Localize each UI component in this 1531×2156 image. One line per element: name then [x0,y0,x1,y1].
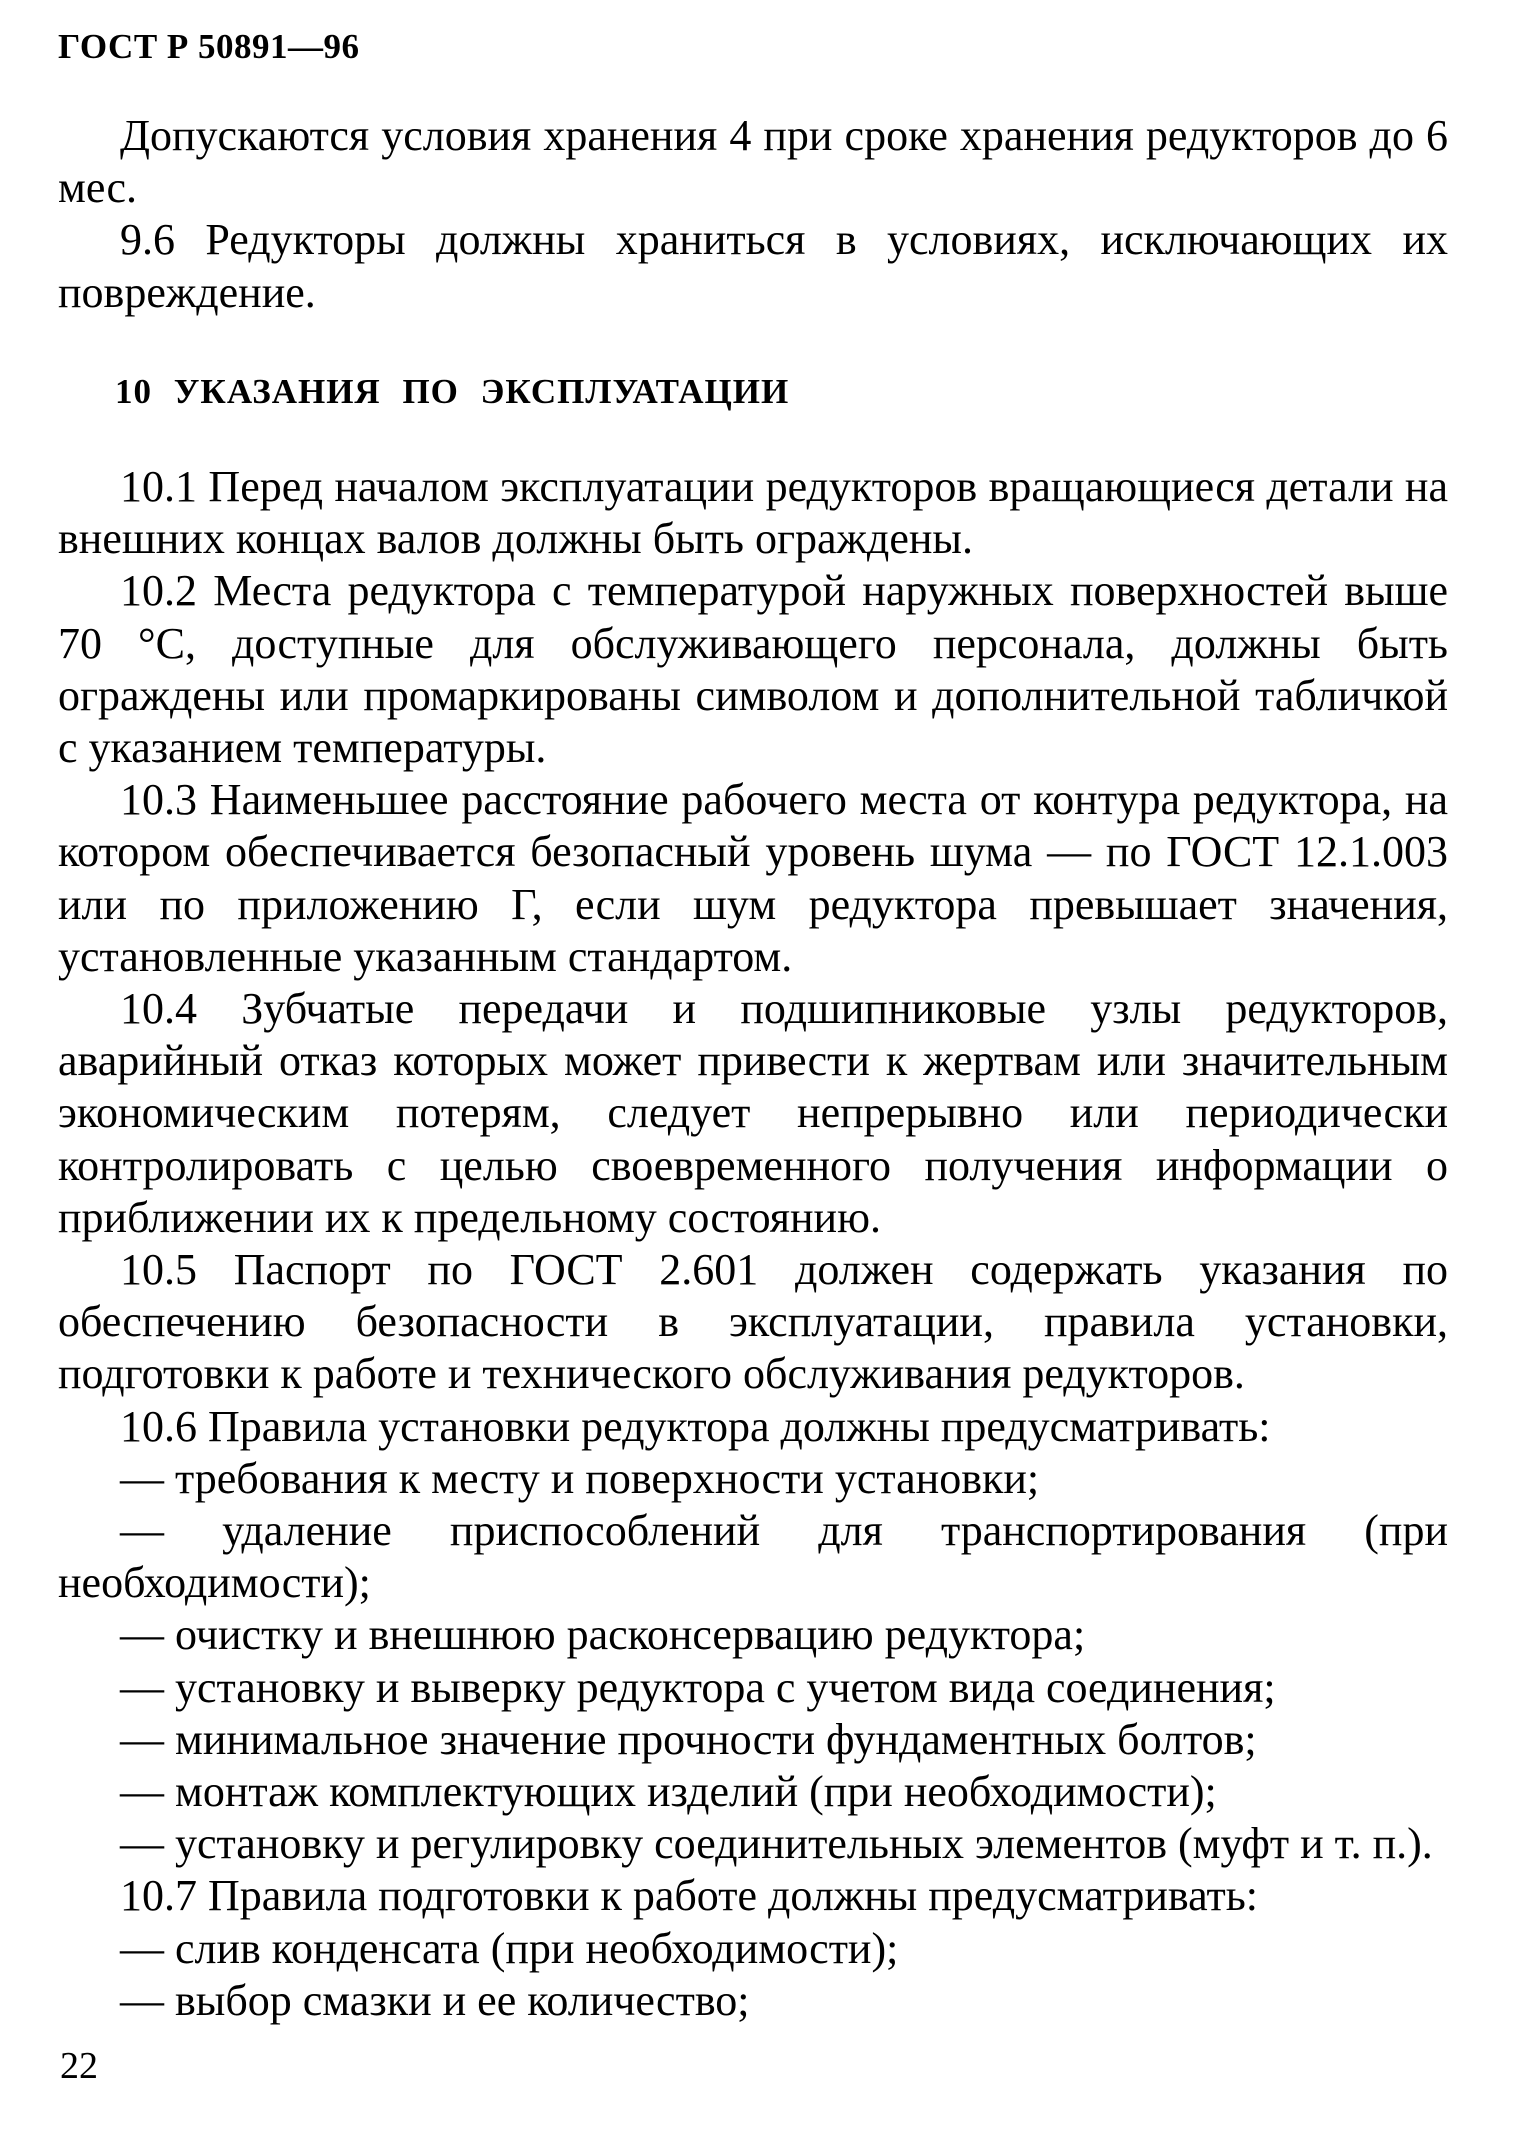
paragraph-9-6: 9.6 Редукторы должны храниться в условиях, исключающих их повреждение. [58,215,1448,317]
list-item-10-6: — минимальное значение прочности фундаментных болтов; [120,1714,1257,1764]
page-number: 22 [60,2045,98,2087]
paragraph-10-6: 10.6 Правила установки редуктора должны предусматривать: [120,1401,1271,1451]
paragraph-10-5: 10.5 Паспорт по ГОСТ 2.601 должен содержать указания по обеспечению безопасности в эксплуатации, правила установки, подготовки к работе и технического обслуживания редукторов. [58,1245,1448,1399]
list-item-10-6: — установку и выверку редуктора с учетом вида соединения; [120,1662,1276,1712]
list-item-10-7: — выбор смазки и ее количество; [120,1975,750,2025]
list-item-10-6: — очистку и внешнюю расконсервацию редуктора; [120,1610,1086,1660]
paragraph-10-3: 10.3 Наименьшее расстояние рабочего места от контура редуктора, на котором обеспечивается безопасный уровень шума — по ГОСТ 12.1.003 или по приложению Г, если шум редуктора превышает значения, установленные указанным стандартом. [58,775,1448,981]
list-item-10-6: — требования к месту и поверхности установки; [120,1453,1040,1503]
list-item-10-6: — монтаж комплектующих изделий (при необходимости); [120,1767,1217,1817]
section-10-body [58,461,1448,2027]
paragraph-storage-conditions: Допускаются условия хранения 4 при сроке хранения редукторов до 6 мес. [58,111,1448,213]
list-item-10-6: — установку и регулировку соединительных элементов (муфт и т. п.). [120,1819,1433,1869]
paragraph-10-7: 10.7 Правила подготовки к работе должны предусматривать: [120,1871,1259,1921]
list-item-10-7: — слив конденсата (при необходимости); [120,1923,899,1973]
paragraph-10-2: 10.2 Места редуктора с температурой наружных поверхностей выше 70 °С, доступные для обслуживающего персонала, должны быть ограждены или промаркированы символом и дополнительной табличкой с указанием температуры. [58,566,1448,773]
section-10-heading: 10 УКАЗАНИЯ ПО ЭКСПЛУАТАЦИИ [115,372,790,411]
document-code-header: ГОСТ Р 50891—96 [58,27,360,66]
list-item-10-6: — удаление приспособлений для транспортирования (при необходимости); [58,1506,1448,1608]
section-9-continuation [58,110,1448,319]
paragraph-10-4: 10.4 Зубчатые передачи и подшипниковые узлы редукторов, аварийный отказ которых может привести к жертвам или значительным экономическим потерям, следует непрерывно или периодически контролировать с целью своевременного получения информации о приближении их к предельному состоянию. [58,984,1448,1242]
paragraph-10-1: 10.1 Перед началом эксплуатации редукторов вращающиеся детали на внешних концах валов должны быть ограждены. [58,462,1448,564]
